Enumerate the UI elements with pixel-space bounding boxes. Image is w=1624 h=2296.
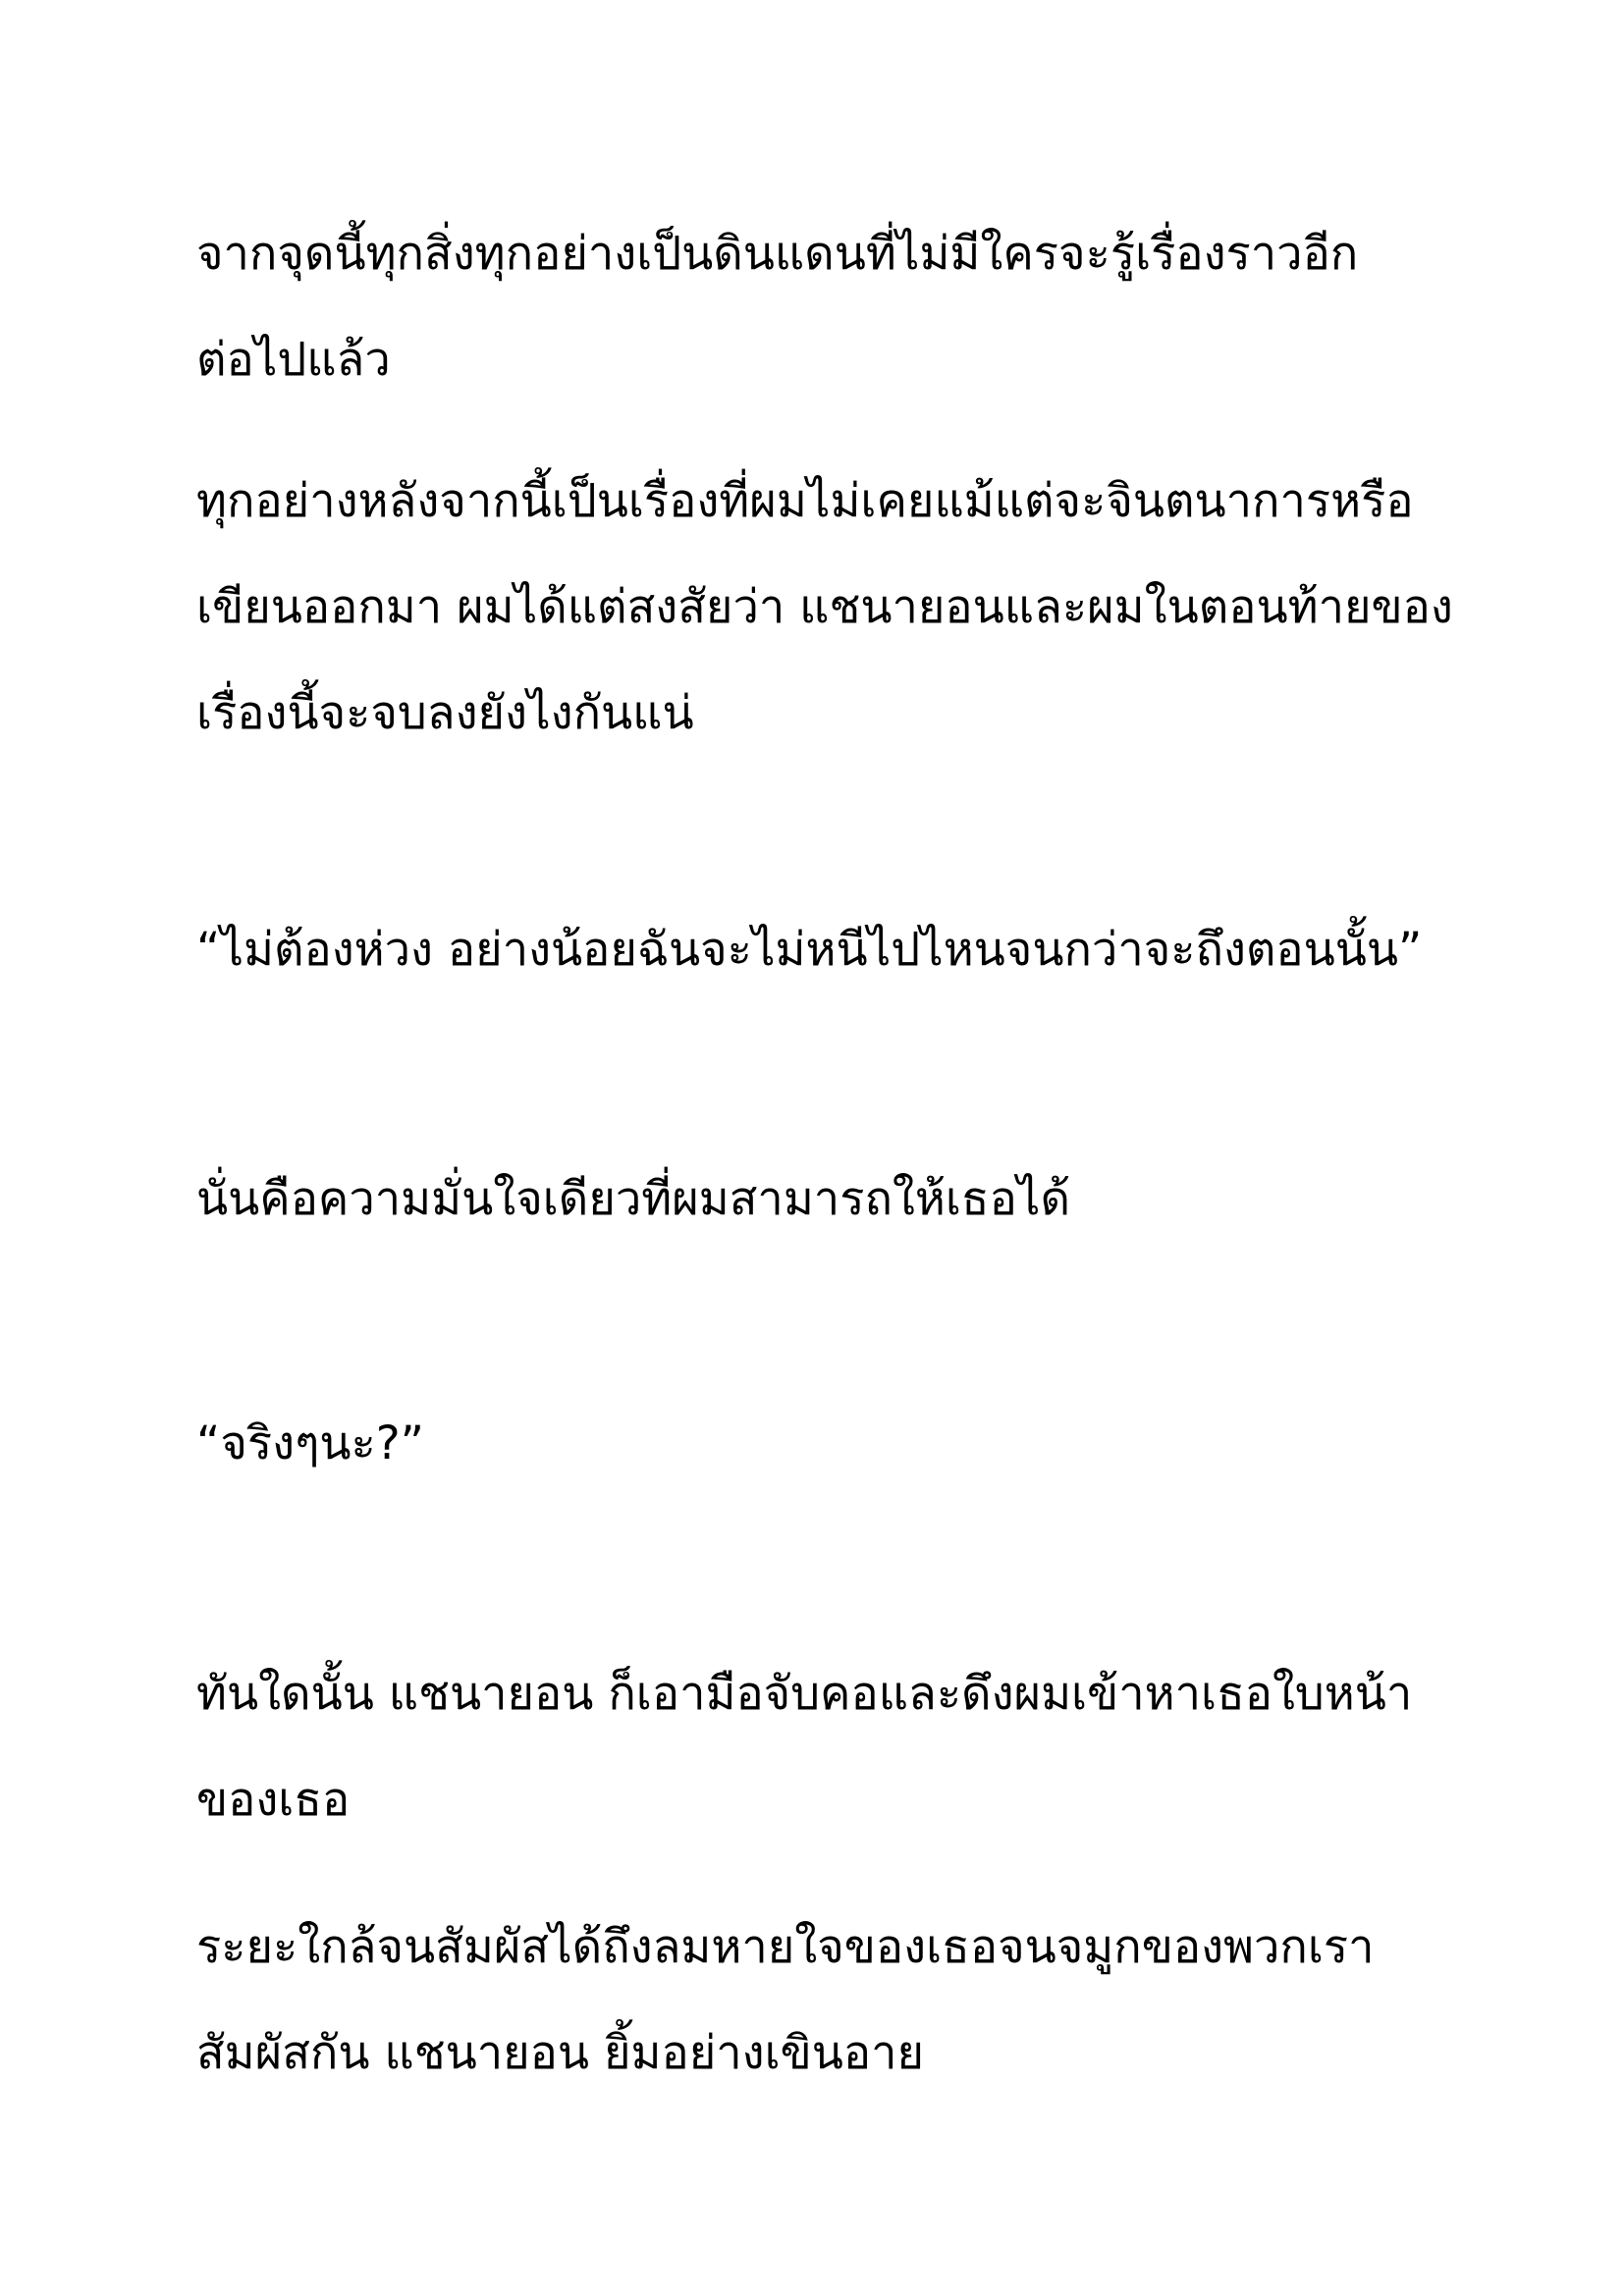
paragraph-narration-1: จากจุดนี้ทุกสิ่งทุกอย่างเป็นดินแดนที่ไม่มีใครจะรู้เรื่องราวอีก ต่อไปแล้ว [196, 227, 1359, 387]
paragraph-dialogue-2: “จริงๆนะ?” [196, 1416, 424, 1470]
paragraph-narration-2: ทุกอย่างหลังจากนี้เป็นเรื่องที่ผมไม่เคยแม้แต่จะจินตนาการหรือ เขียนออกมา ผมได้แต่สงสัยว่า แชนายอนและผมในตอนท้ายของ เรื่องนี้จะจบลงยังไงกันแน่ [196, 474, 1453, 740]
paragraph-narration-3: นั่นคือความมั่นใจเดียวที่ผมสามารถให้เธอได้ [196, 1172, 1070, 1226]
paragraph-dialogue-1: “ไม่ต้องห่วง อย่างน้อยฉันจะไม่หนีไปไหนจนกว่าจะถึงตอนนั้น” [196, 923, 1423, 977]
paragraph-narration-4: ทันใดนั้น แชนายอน ก็เอามือจับคอและดึงผมเข้าหาเธอใบหน้า ของเธอ [196, 1667, 1413, 1827]
paragraph-narration-5: ระยะใกล้จนสัมผัสได้ถึงลมหายใจของเธอจนจมูกของพวกเรา สัมผัสกัน แชนายอน ยิ้มอย่างเขินอาย [196, 1920, 1375, 2080]
